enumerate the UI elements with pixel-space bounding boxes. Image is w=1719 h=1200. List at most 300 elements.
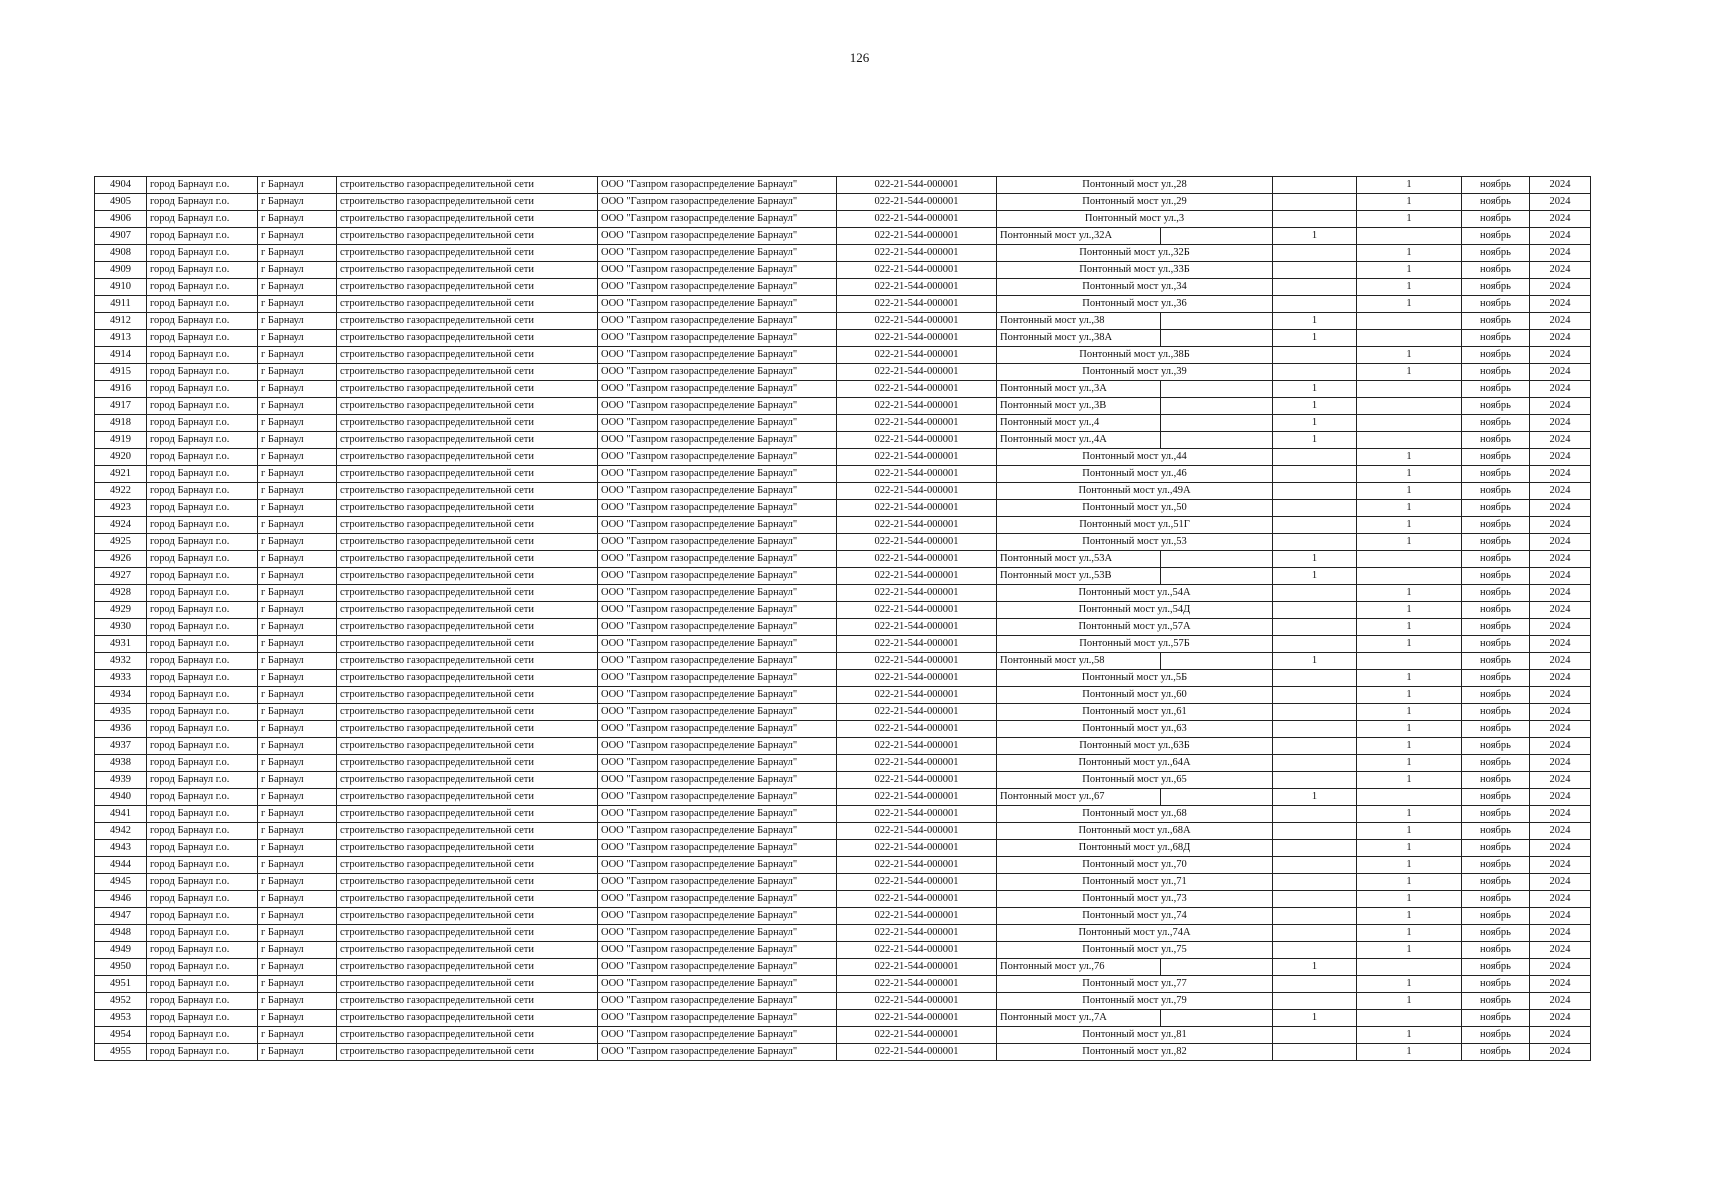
table-row bbox=[95, 568, 1591, 585]
locality-cell: г Барнаул bbox=[258, 364, 337, 381]
row-number-cell: 4921 bbox=[95, 466, 147, 483]
year-cell: 2024 bbox=[1530, 177, 1591, 194]
table-row bbox=[95, 279, 1591, 296]
object-name-cell: Понтонный мост ул.,53 bbox=[997, 534, 1273, 551]
quantity-cell: 1 bbox=[1357, 942, 1462, 959]
quantity-cell: 1 bbox=[1357, 908, 1462, 925]
table-row bbox=[95, 483, 1591, 500]
object-name-extra-cell bbox=[1161, 381, 1273, 398]
quantity-cell: 1 bbox=[1357, 449, 1462, 466]
municipality-cell: город Барнаул г.о. bbox=[147, 687, 258, 704]
quantity-cell: 1 bbox=[1357, 296, 1462, 313]
quantity-lead-cell bbox=[1273, 449, 1357, 466]
municipality-cell: город Барнаул г.о. bbox=[147, 925, 258, 942]
object-name-extra-cell bbox=[1161, 959, 1273, 976]
row-number-cell: 4917 bbox=[95, 398, 147, 415]
row-number-cell: 4941 bbox=[95, 806, 147, 823]
table-row bbox=[95, 908, 1591, 925]
program-code-cell: 022-21-544-000001 bbox=[837, 364, 997, 381]
quantity-lead-cell bbox=[1273, 636, 1357, 653]
year-cell: 2024 bbox=[1530, 908, 1591, 925]
municipality-cell: город Барнаул г.о. bbox=[147, 534, 258, 551]
row-number-cell: 4933 bbox=[95, 670, 147, 687]
year-cell: 2024 bbox=[1530, 568, 1591, 585]
quantity-lead-cell bbox=[1273, 602, 1357, 619]
municipality-cell: город Барнаул г.о. bbox=[147, 466, 258, 483]
object-name-cell: Понтонный мост ул.,57Б bbox=[997, 636, 1273, 653]
row-number-cell: 4953 bbox=[95, 1010, 147, 1027]
object-name-cell: Понтонный мост ул.,67 bbox=[997, 789, 1161, 806]
quantity-cell: 1 bbox=[1357, 993, 1462, 1010]
municipality-cell: город Барнаул г.о. bbox=[147, 228, 258, 245]
row-number-cell: 4915 bbox=[95, 364, 147, 381]
year-cell: 2024 bbox=[1530, 381, 1591, 398]
quantity-cell: 1 bbox=[1273, 381, 1357, 398]
quantity-cell: 1 bbox=[1273, 653, 1357, 670]
work-type-cell: строительство газораспределительной сети bbox=[337, 959, 598, 976]
quantity-cell: 1 bbox=[1357, 347, 1462, 364]
table-row bbox=[95, 772, 1591, 789]
locality-cell: г Барнаул bbox=[258, 687, 337, 704]
table-row bbox=[95, 585, 1591, 602]
year-cell: 2024 bbox=[1530, 313, 1591, 330]
locality-cell: г Барнаул bbox=[258, 619, 337, 636]
table-row bbox=[95, 1010, 1591, 1027]
work-type-cell: строительство газораспределительной сети bbox=[337, 500, 598, 517]
municipality-cell: город Барнаул г.о. bbox=[147, 976, 258, 993]
year-cell: 2024 bbox=[1530, 449, 1591, 466]
organization-cell: ООО "Газпром газораспределение Барнаул" bbox=[598, 687, 837, 704]
work-type-cell: строительство газораспределительной сети bbox=[337, 755, 598, 772]
municipality-cell: город Барнаул г.о. bbox=[147, 721, 258, 738]
locality-cell: г Барнаул bbox=[258, 959, 337, 976]
work-type-cell: строительство газораспределительной сети bbox=[337, 670, 598, 687]
organization-cell: ООО "Газпром газораспределение Барнаул" bbox=[598, 517, 837, 534]
object-name-extra-cell bbox=[1161, 551, 1273, 568]
quantity-lead-cell bbox=[1273, 670, 1357, 687]
quantity-cell: 1 bbox=[1357, 976, 1462, 993]
object-name-cell: Понтонный мост ул.,28 bbox=[997, 177, 1273, 194]
row-number-cell: 4908 bbox=[95, 245, 147, 262]
table-row bbox=[95, 959, 1591, 976]
year-cell: 2024 bbox=[1530, 296, 1591, 313]
object-name-cell: Понтонный мост ул.,71 bbox=[997, 874, 1273, 891]
organization-cell: ООО "Газпром газораспределение Барнаул" bbox=[598, 653, 837, 670]
quantity-lead-cell bbox=[1273, 687, 1357, 704]
month-cell: ноябрь bbox=[1462, 925, 1530, 942]
organization-cell: ООО "Газпром газораспределение Барнаул" bbox=[598, 942, 837, 959]
municipality-cell: город Барнаул г.о. bbox=[147, 483, 258, 500]
organization-cell: ООО "Газпром газораспределение Барнаул" bbox=[598, 449, 837, 466]
quantity-lead-cell bbox=[1273, 925, 1357, 942]
work-type-cell: строительство газораспределительной сети bbox=[337, 891, 598, 908]
locality-cell: г Барнаул bbox=[258, 398, 337, 415]
table-row bbox=[95, 347, 1591, 364]
municipality-cell: город Барнаул г.о. bbox=[147, 891, 258, 908]
program-code-cell: 022-21-544-000001 bbox=[837, 942, 997, 959]
organization-cell: ООО "Газпром газораспределение Барнаул" bbox=[598, 330, 837, 347]
program-code-cell: 022-21-544-000001 bbox=[837, 670, 997, 687]
year-cell: 2024 bbox=[1530, 840, 1591, 857]
month-cell: ноябрь bbox=[1462, 500, 1530, 517]
program-code-cell: 022-21-544-000001 bbox=[837, 687, 997, 704]
row-number-cell: 4916 bbox=[95, 381, 147, 398]
quantity-lead-cell bbox=[1273, 942, 1357, 959]
year-cell: 2024 bbox=[1530, 755, 1591, 772]
year-cell: 2024 bbox=[1530, 874, 1591, 891]
quantity-lead-cell bbox=[1273, 806, 1357, 823]
year-cell: 2024 bbox=[1530, 806, 1591, 823]
table-row bbox=[95, 1027, 1591, 1044]
object-name-cell: Понтонный мост ул.,50 bbox=[997, 500, 1273, 517]
quantity-lead-cell bbox=[1273, 976, 1357, 993]
program-code-cell: 022-21-544-000001 bbox=[837, 976, 997, 993]
year-cell: 2024 bbox=[1530, 1010, 1591, 1027]
month-cell: ноябрь bbox=[1462, 687, 1530, 704]
program-code-cell: 022-21-544-000001 bbox=[837, 891, 997, 908]
program-code-cell: 022-21-544-000001 bbox=[837, 381, 997, 398]
month-cell: ноябрь bbox=[1462, 874, 1530, 891]
locality-cell: г Барнаул bbox=[258, 993, 337, 1010]
object-name-extra-cell bbox=[1161, 415, 1273, 432]
year-cell: 2024 bbox=[1530, 942, 1591, 959]
month-cell: ноябрь bbox=[1462, 194, 1530, 211]
locality-cell: г Барнаул bbox=[258, 296, 337, 313]
month-cell: ноябрь bbox=[1462, 551, 1530, 568]
quantity-lead-cell bbox=[1273, 517, 1357, 534]
program-code-cell: 022-21-544-000001 bbox=[837, 483, 997, 500]
municipality-cell: город Барнаул г.о. bbox=[147, 653, 258, 670]
program-code-cell: 022-21-544-000001 bbox=[837, 806, 997, 823]
program-code-cell: 022-21-544-000001 bbox=[837, 466, 997, 483]
municipality-cell: город Барнаул г.о. bbox=[147, 194, 258, 211]
year-cell: 2024 bbox=[1530, 704, 1591, 721]
municipality-cell: город Барнаул г.о. bbox=[147, 551, 258, 568]
organization-cell: ООО "Газпром газораспределение Барнаул" bbox=[598, 636, 837, 653]
quantity-lead-cell bbox=[1273, 500, 1357, 517]
organization-cell: ООО "Газпром газораспределение Барнаул" bbox=[598, 313, 837, 330]
row-number-cell: 4907 bbox=[95, 228, 147, 245]
organization-cell: ООО "Газпром газораспределение Барнаул" bbox=[598, 959, 837, 976]
quantity-cell: 1 bbox=[1357, 925, 1462, 942]
row-number-cell: 4910 bbox=[95, 279, 147, 296]
quantity-cell: 1 bbox=[1357, 755, 1462, 772]
table-row bbox=[95, 857, 1591, 874]
row-number-cell: 4932 bbox=[95, 653, 147, 670]
row-number-cell: 4952 bbox=[95, 993, 147, 1010]
table-row bbox=[95, 381, 1591, 398]
locality-cell: г Барнаул bbox=[258, 942, 337, 959]
object-name-extra-cell bbox=[1161, 1010, 1273, 1027]
municipality-cell: город Барнаул г.о. bbox=[147, 330, 258, 347]
object-name-cell: Понтонный мост ул.,68Д bbox=[997, 840, 1273, 857]
work-type-cell: строительство газораспределительной сети bbox=[337, 517, 598, 534]
object-name-cell: Понтонный мост ул.,76 bbox=[997, 959, 1161, 976]
quantity-lead-cell bbox=[1273, 619, 1357, 636]
locality-cell: г Барнаул bbox=[258, 602, 337, 619]
object-name-cell: Понтонный мост ул.,5Б bbox=[997, 670, 1273, 687]
program-code-cell: 022-21-544-000001 bbox=[837, 636, 997, 653]
work-type-cell: строительство газораспределительной сети bbox=[337, 976, 598, 993]
quantity-cell: 1 bbox=[1357, 517, 1462, 534]
organization-cell: ООО "Газпром газораспределение Барнаул" bbox=[598, 738, 837, 755]
quantity-extra-cell bbox=[1357, 415, 1462, 432]
quantity-lead-cell bbox=[1273, 245, 1357, 262]
locality-cell: г Барнаул bbox=[258, 381, 337, 398]
row-number-cell: 4950 bbox=[95, 959, 147, 976]
program-code-cell: 022-21-544-000001 bbox=[837, 1044, 997, 1061]
object-name-extra-cell bbox=[1161, 313, 1273, 330]
year-cell: 2024 bbox=[1530, 772, 1591, 789]
locality-cell: г Барнаул bbox=[258, 840, 337, 857]
program-code-cell: 022-21-544-000001 bbox=[837, 500, 997, 517]
table-row bbox=[95, 942, 1591, 959]
locality-cell: г Барнаул bbox=[258, 466, 337, 483]
locality-cell: г Барнаул bbox=[258, 738, 337, 755]
month-cell: ноябрь bbox=[1462, 653, 1530, 670]
municipality-cell: город Барнаул г.о. bbox=[147, 959, 258, 976]
locality-cell: г Барнаул bbox=[258, 806, 337, 823]
program-code-cell: 022-21-544-000001 bbox=[837, 704, 997, 721]
month-cell: ноябрь bbox=[1462, 1010, 1530, 1027]
table-row bbox=[95, 228, 1591, 245]
month-cell: ноябрь bbox=[1462, 364, 1530, 381]
year-cell: 2024 bbox=[1530, 364, 1591, 381]
municipality-cell: город Барнаул г.о. bbox=[147, 789, 258, 806]
table-row bbox=[95, 364, 1591, 381]
row-number-cell: 4927 bbox=[95, 568, 147, 585]
row-number-cell: 4937 bbox=[95, 738, 147, 755]
quantity-cell: 1 bbox=[1357, 806, 1462, 823]
work-type-cell: строительство газораспределительной сети bbox=[337, 432, 598, 449]
quantity-cell: 1 bbox=[1357, 823, 1462, 840]
object-name-cell: Понтонный мост ул.,29 bbox=[997, 194, 1273, 211]
object-name-cell: Понтонный мост ул.,53В bbox=[997, 568, 1161, 585]
object-name-cell: Понтонный мост ул.,61 bbox=[997, 704, 1273, 721]
object-name-cell: Понтонный мост ул.,38 bbox=[997, 313, 1161, 330]
work-type-cell: строительство газораспределительной сети bbox=[337, 772, 598, 789]
municipality-cell: город Барнаул г.о. bbox=[147, 517, 258, 534]
table-row bbox=[95, 721, 1591, 738]
quantity-cell: 1 bbox=[1357, 177, 1462, 194]
table-row bbox=[95, 823, 1591, 840]
quantity-cell: 1 bbox=[1357, 670, 1462, 687]
object-name-cell: Понтонный мост ул.,32Б bbox=[997, 245, 1273, 262]
year-cell: 2024 bbox=[1530, 398, 1591, 415]
locality-cell: г Барнаул bbox=[258, 772, 337, 789]
locality-cell: г Барнаул bbox=[258, 262, 337, 279]
work-type-cell: строительство газораспределительной сети bbox=[337, 585, 598, 602]
program-code-cell: 022-21-544-000001 bbox=[837, 330, 997, 347]
quantity-extra-cell bbox=[1357, 551, 1462, 568]
table-row bbox=[95, 330, 1591, 347]
month-cell: ноябрь bbox=[1462, 585, 1530, 602]
organization-cell: ООО "Газпром газораспределение Барнаул" bbox=[598, 976, 837, 993]
municipality-cell: город Барнаул г.о. bbox=[147, 755, 258, 772]
row-number-cell: 4904 bbox=[95, 177, 147, 194]
object-name-cell: Понтонный мост ул.,57А bbox=[997, 619, 1273, 636]
object-name-cell: Понтонный мост ул.,60 bbox=[997, 687, 1273, 704]
month-cell: ноябрь bbox=[1462, 738, 1530, 755]
quantity-cell: 1 bbox=[1357, 245, 1462, 262]
object-name-cell: Понтонный мост ул.,3А bbox=[997, 381, 1161, 398]
program-code-cell: 022-21-544-000001 bbox=[837, 432, 997, 449]
year-cell: 2024 bbox=[1530, 228, 1591, 245]
month-cell: ноябрь bbox=[1462, 942, 1530, 959]
year-cell: 2024 bbox=[1530, 415, 1591, 432]
municipality-cell: город Барнаул г.о. bbox=[147, 211, 258, 228]
quantity-cell: 1 bbox=[1357, 874, 1462, 891]
table-row bbox=[95, 891, 1591, 908]
month-cell: ноябрь bbox=[1462, 534, 1530, 551]
municipality-cell: город Барнаул г.о. bbox=[147, 738, 258, 755]
year-cell: 2024 bbox=[1530, 976, 1591, 993]
month-cell: ноябрь bbox=[1462, 313, 1530, 330]
municipality-cell: город Барнаул г.о. bbox=[147, 857, 258, 874]
locality-cell: г Барнаул bbox=[258, 415, 337, 432]
quantity-extra-cell bbox=[1357, 330, 1462, 347]
municipality-cell: город Барнаул г.о. bbox=[147, 415, 258, 432]
locality-cell: г Барнаул bbox=[258, 874, 337, 891]
row-number-cell: 4942 bbox=[95, 823, 147, 840]
program-code-cell: 022-21-544-000001 bbox=[837, 789, 997, 806]
table-row bbox=[95, 993, 1591, 1010]
municipality-cell: город Барнаул г.о. bbox=[147, 347, 258, 364]
work-type-cell: строительство газораспределительной сети bbox=[337, 1044, 598, 1061]
locality-cell: г Барнаул bbox=[258, 483, 337, 500]
program-code-cell: 022-21-544-000001 bbox=[837, 959, 997, 976]
row-number-cell: 4931 bbox=[95, 636, 147, 653]
month-cell: ноябрь bbox=[1462, 755, 1530, 772]
quantity-cell: 1 bbox=[1273, 789, 1357, 806]
table-row bbox=[95, 262, 1591, 279]
row-number-cell: 4914 bbox=[95, 347, 147, 364]
work-type-cell: строительство газораспределительной сети bbox=[337, 296, 598, 313]
locality-cell: г Барнаул bbox=[258, 670, 337, 687]
year-cell: 2024 bbox=[1530, 1044, 1591, 1061]
year-cell: 2024 bbox=[1530, 211, 1591, 228]
program-code-cell: 022-21-544-000001 bbox=[837, 738, 997, 755]
program-code-cell: 022-21-544-000001 bbox=[837, 449, 997, 466]
organization-cell: ООО "Газпром газораспределение Барнаул" bbox=[598, 755, 837, 772]
row-number-cell: 4946 bbox=[95, 891, 147, 908]
row-number-cell: 4918 bbox=[95, 415, 147, 432]
year-cell: 2024 bbox=[1530, 891, 1591, 908]
row-number-cell: 4925 bbox=[95, 534, 147, 551]
table-row bbox=[95, 687, 1591, 704]
quantity-cell: 1 bbox=[1357, 704, 1462, 721]
quantity-cell: 1 bbox=[1357, 1044, 1462, 1061]
year-cell: 2024 bbox=[1530, 721, 1591, 738]
program-code-cell: 022-21-544-000001 bbox=[837, 568, 997, 585]
table-row bbox=[95, 211, 1591, 228]
quantity-extra-cell bbox=[1357, 789, 1462, 806]
quantity-lead-cell bbox=[1273, 364, 1357, 381]
quantity-cell: 1 bbox=[1273, 398, 1357, 415]
work-type-cell: строительство газораспределительной сети bbox=[337, 823, 598, 840]
month-cell: ноябрь bbox=[1462, 976, 1530, 993]
program-code-cell: 022-21-544-000001 bbox=[837, 1027, 997, 1044]
quantity-lead-cell bbox=[1273, 296, 1357, 313]
work-type-cell: строительство газораспределительной сети bbox=[337, 466, 598, 483]
work-type-cell: строительство газораспределительной сети bbox=[337, 806, 598, 823]
row-number-cell: 4919 bbox=[95, 432, 147, 449]
row-number-cell: 4924 bbox=[95, 517, 147, 534]
object-name-cell: Понтонный мост ул.,81 bbox=[997, 1027, 1273, 1044]
table-row bbox=[95, 415, 1591, 432]
row-number-cell: 4947 bbox=[95, 908, 147, 925]
year-cell: 2024 bbox=[1530, 636, 1591, 653]
row-number-cell: 4944 bbox=[95, 857, 147, 874]
table-row bbox=[95, 432, 1591, 449]
municipality-cell: город Барнаул г.о. bbox=[147, 245, 258, 262]
row-number-cell: 4922 bbox=[95, 483, 147, 500]
object-name-cell: Понтонный мост ул.,3 bbox=[997, 211, 1273, 228]
month-cell: ноябрь bbox=[1462, 228, 1530, 245]
work-type-cell: строительство газораспределительной сети bbox=[337, 177, 598, 194]
year-cell: 2024 bbox=[1530, 619, 1591, 636]
locality-cell: г Барнаул bbox=[258, 551, 337, 568]
locality-cell: г Барнаул bbox=[258, 1027, 337, 1044]
program-code-cell: 022-21-544-000001 bbox=[837, 211, 997, 228]
month-cell: ноябрь bbox=[1462, 823, 1530, 840]
quantity-cell: 1 bbox=[1357, 602, 1462, 619]
work-type-cell: строительство газораспределительной сети bbox=[337, 262, 598, 279]
program-code-cell: 022-21-544-000001 bbox=[837, 908, 997, 925]
organization-cell: ООО "Газпром газораспределение Барнаул" bbox=[598, 789, 837, 806]
work-type-cell: строительство газораспределительной сети bbox=[337, 704, 598, 721]
quantity-lead-cell bbox=[1273, 840, 1357, 857]
quantity-cell: 1 bbox=[1357, 891, 1462, 908]
row-number-cell: 4939 bbox=[95, 772, 147, 789]
table-row bbox=[95, 925, 1591, 942]
year-cell: 2024 bbox=[1530, 500, 1591, 517]
municipality-cell: город Барнаул г.о. bbox=[147, 602, 258, 619]
work-type-cell: строительство газораспределительной сети bbox=[337, 857, 598, 874]
work-type-cell: строительство газораспределительной сети bbox=[337, 653, 598, 670]
municipality-cell: город Барнаул г.о. bbox=[147, 670, 258, 687]
row-number-cell: 4955 bbox=[95, 1044, 147, 1061]
year-cell: 2024 bbox=[1530, 262, 1591, 279]
organization-cell: ООО "Газпром газораспределение Барнаул" bbox=[598, 364, 837, 381]
organization-cell: ООО "Газпром газораспределение Барнаул" bbox=[598, 500, 837, 517]
program-code-cell: 022-21-544-000001 bbox=[837, 262, 997, 279]
organization-cell: ООО "Газпром газораспределение Барнаул" bbox=[598, 891, 837, 908]
quantity-cell: 1 bbox=[1273, 415, 1357, 432]
work-type-cell: строительство газораспределительной сети bbox=[337, 245, 598, 262]
organization-cell: ООО "Газпром газораспределение Барнаул" bbox=[598, 772, 837, 789]
locality-cell: г Барнаул bbox=[258, 313, 337, 330]
month-cell: ноябрь bbox=[1462, 330, 1530, 347]
organization-cell: ООО "Газпром газораспределение Барнаул" bbox=[598, 347, 837, 364]
row-number-cell: 4926 bbox=[95, 551, 147, 568]
month-cell: ноябрь bbox=[1462, 857, 1530, 874]
row-number-cell: 4943 bbox=[95, 840, 147, 857]
year-cell: 2024 bbox=[1530, 738, 1591, 755]
month-cell: ноябрь bbox=[1462, 415, 1530, 432]
municipality-cell: город Барнаул г.о. bbox=[147, 279, 258, 296]
locality-cell: г Барнаул bbox=[258, 891, 337, 908]
quantity-lead-cell bbox=[1273, 483, 1357, 500]
program-code-cell: 022-21-544-000001 bbox=[837, 279, 997, 296]
municipality-cell: город Барнаул г.о. bbox=[147, 704, 258, 721]
organization-cell: ООО "Газпром газораспределение Барнаул" bbox=[598, 381, 837, 398]
program-code-cell: 022-21-544-000001 bbox=[837, 585, 997, 602]
organization-cell: ООО "Газпром газораспределение Барнаул" bbox=[598, 840, 837, 857]
quantity-lead-cell bbox=[1273, 772, 1357, 789]
program-code-cell: 022-21-544-000001 bbox=[837, 721, 997, 738]
month-cell: ноябрь bbox=[1462, 704, 1530, 721]
